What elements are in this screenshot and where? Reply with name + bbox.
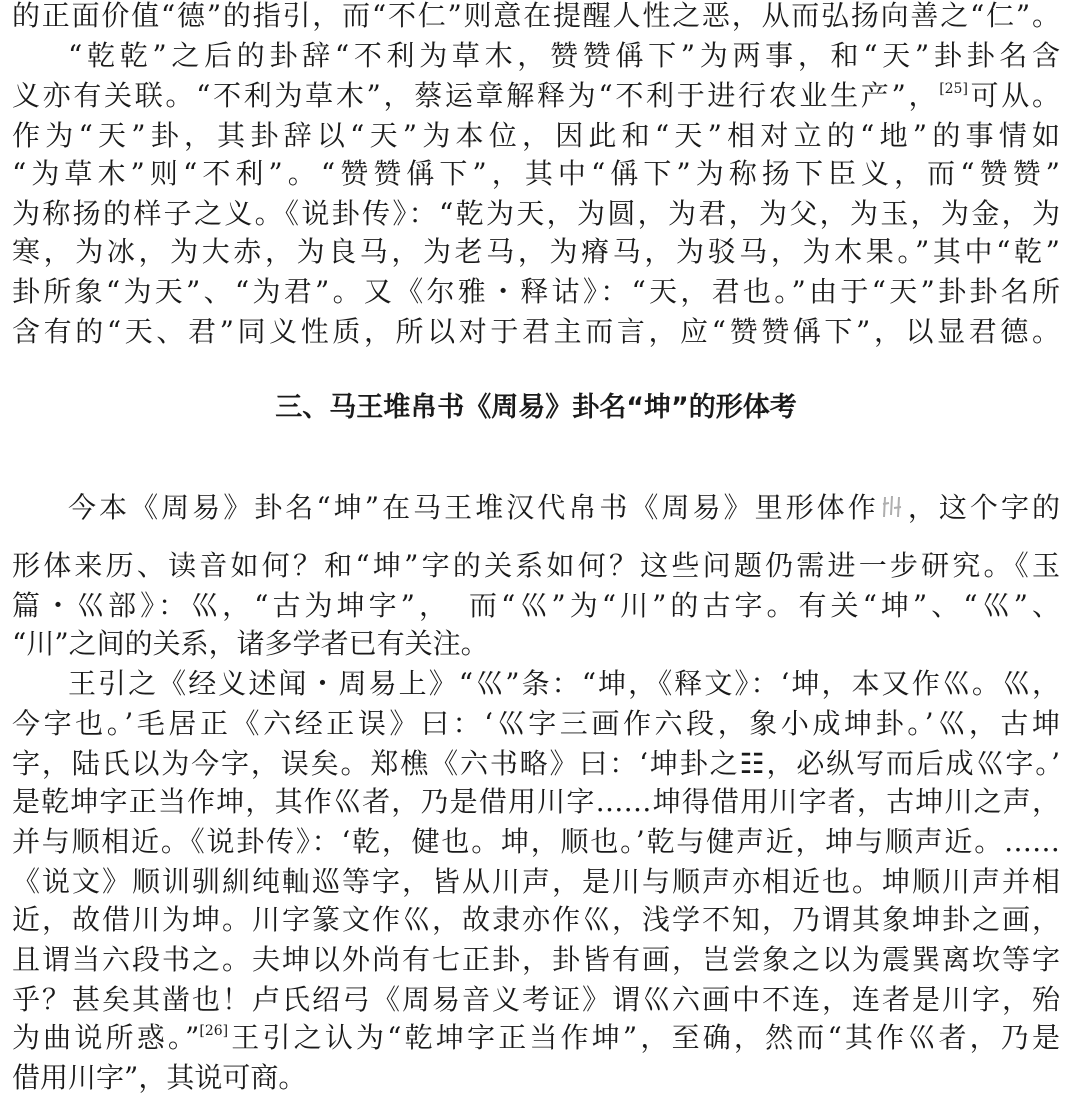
text-line: “为草木”则“不利”。“赞赞偁下”，其中“偁下”为称扬下臣义，而“赞赞” xyxy=(12,157,1060,190)
text-line: 义亦有关联。“不利为草木”，蔡运章解释为“不利于进行农业生产”，[25]可从。 xyxy=(12,79,1060,112)
text-line: 《说文》顺训驯紃纯軕巡等字，皆从川声，是川与顺声亦相近也。坤顺川声并相 xyxy=(12,865,1060,898)
text-line: 为曲说所惑。”[26]王引之认为“乾坤字正当作坤”，至确，然而“其作巛者，乃是 xyxy=(12,1021,1060,1054)
text-line: 且谓当六段书之。夫坤以外尚有七正卦，卦皆有画，岂尝象之以为震巽离坎等字 xyxy=(12,943,1060,976)
text-line: 字，陆氏以为今字，误矣。郑樵《六书略》曰：‘坤卦之☷，必纵写而后成巛字。’ xyxy=(12,747,1060,780)
text-line: 的正面价值“德”的指引，而“不仁”则意在提醒人性之恶，从而弘扬向善之“仁”。 xyxy=(12,0,1060,32)
text-line: “川”之间的关系，诸多学者已有关注。 xyxy=(12,627,489,660)
text-line: 借用川字”，其说可商。 xyxy=(12,1061,307,1094)
text-line: 王引之《经义述闻・周易上》“巛”条：“坤，《释文》：‘坤，本又作巛。巛， xyxy=(68,667,1060,700)
text-line: 卦所象“为天”、“为君”。又《尔雅・释诂》：“天，君也。”由于“天”卦卦名所 xyxy=(12,275,1060,308)
text-line: 乎？甚矣其凿也！卢氏绍弓《周易音义考证》谓巛六画中不连，连者是川字，殆 xyxy=(12,983,1060,1016)
footnote-ref[interactable]: [25] xyxy=(939,81,968,97)
footnote-ref[interactable]: [26] xyxy=(199,1023,229,1039)
text-line: 含有的“天、君”同义性质，所以对于君主而言，应“赞赞偁下”，以显君德。 xyxy=(12,315,1060,348)
text-line: 近，故借川为坤。川字篆文作巛，故隶亦作巛，浅学不知，乃谓其象坤卦之画， xyxy=(12,903,1060,936)
text-line: 今字也。’毛居正《六经正误》曰：‘巛字三画作六段，象小成坤卦。’巛，古坤 xyxy=(12,707,1060,740)
text-line: 是乾坤字正当作坤，其作巛者，乃是借用川字……坤得借用川字者，古坤川之声， xyxy=(12,785,1060,818)
silk-manuscript-glyph-icon xyxy=(881,493,903,519)
text-line: 寒，为冰，为大赤，为良马，为老马，为瘠马，为驳马，为木果。”其中“乾” xyxy=(12,235,1060,268)
text-line: 作为“天”卦，其卦辞以“天”为本位，因此和“天”相对立的“地”的事情如 xyxy=(12,119,1060,152)
text-line: “乾乾”之后的卦辞“不利为草木，赞赞偁下”为两事，和“天”卦卦名含 xyxy=(68,39,1060,72)
text-line: 今本《周易》卦名“坤”在马王堆汉代帛书《周易》里形体作 ，这个字的 xyxy=(68,491,1060,524)
text-line: 形体来历、读音如何？和“坤”字的关系如何？这些问题仍需进一步研究。《玉 xyxy=(12,549,1060,582)
section-heading: 三、马王堆帛书《周易》卦名“坤”的形体考 xyxy=(275,392,797,423)
text-line: 篇・巛部》：巛，“古为坤字”， 而“巛”为“川”的古字。有关“坤”、“巛”、 xyxy=(12,589,1060,622)
text-line: 为称扬的样子之义。《说卦传》：“乾为天，为圆，为君，为父，为玉，为金，为 xyxy=(12,197,1060,230)
text-line: 并与顺相近。《说卦传》：‘乾，健也。坤，顺也。’乾与健声近，坤与顺声近。…… xyxy=(12,825,1060,858)
